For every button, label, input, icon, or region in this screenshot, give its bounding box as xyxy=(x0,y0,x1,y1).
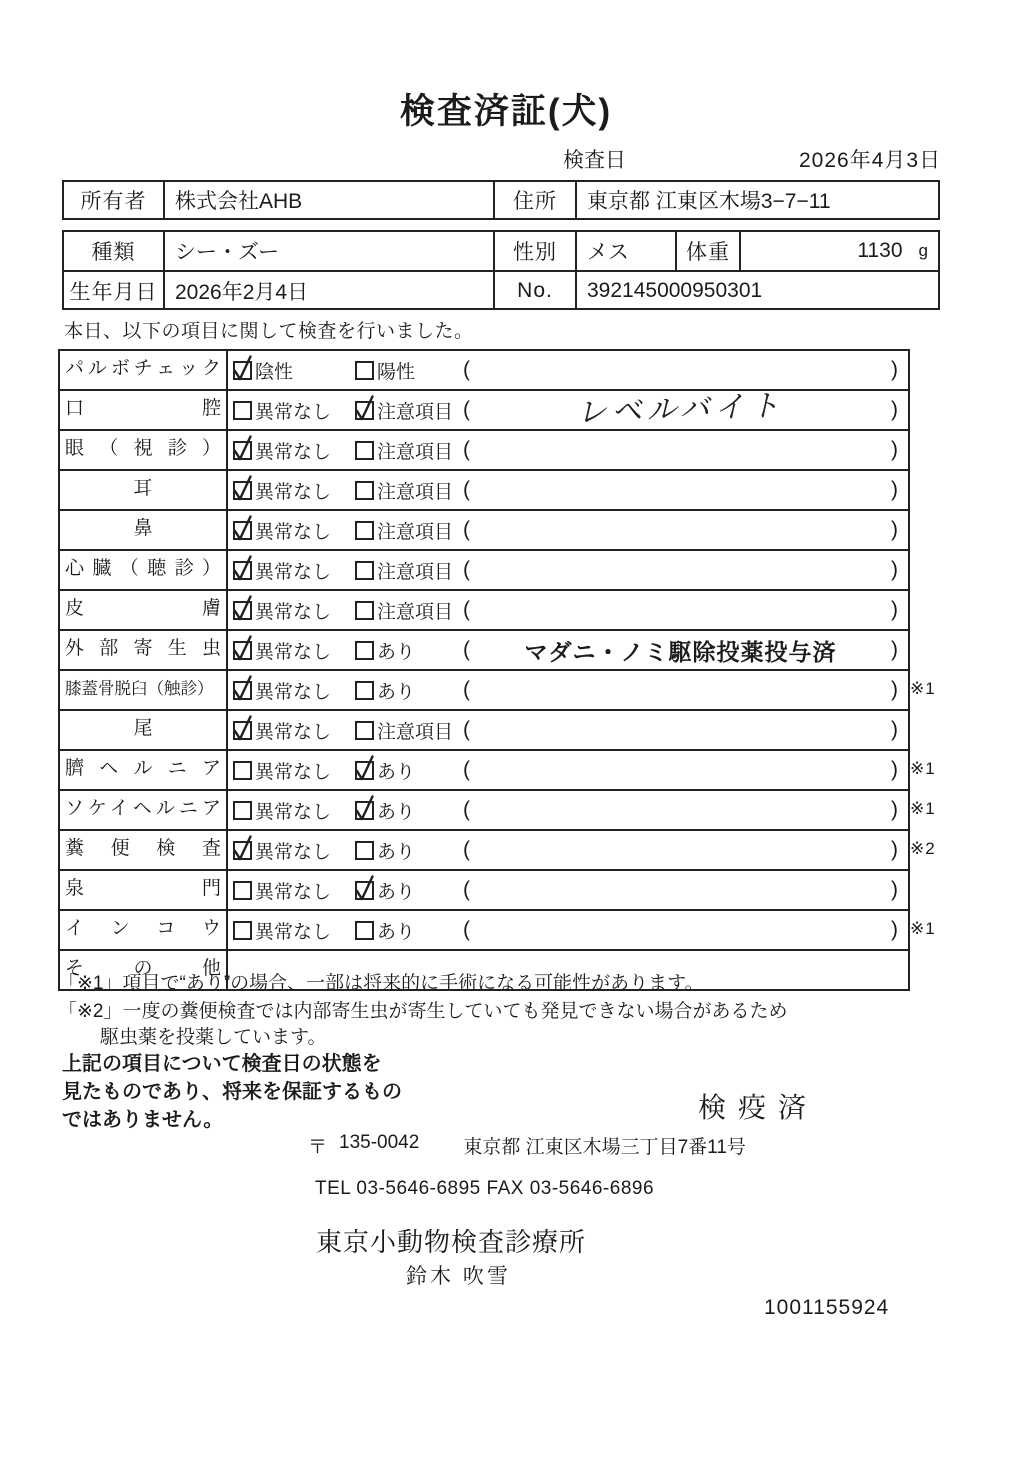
species-label: 種類 xyxy=(64,232,165,270)
option-label: 異常なし xyxy=(255,481,332,503)
remarks-field xyxy=(461,634,908,667)
footnote-mark: ※2 xyxy=(910,839,936,858)
checkbox-icon xyxy=(355,561,374,580)
paren-close: ) xyxy=(891,918,898,941)
option-normal xyxy=(233,517,355,544)
remarks-field xyxy=(461,838,908,862)
option-normal xyxy=(233,917,355,944)
intro-sentence: 本日、以下の項目に関して検査を行いました。 xyxy=(64,321,474,342)
checkbox-icon xyxy=(233,641,252,660)
weight-label: 体重 xyxy=(677,232,741,270)
option-normal xyxy=(233,597,355,624)
remarks-field xyxy=(461,598,908,622)
checkbox-icon xyxy=(233,721,252,740)
check-mark-icon xyxy=(232,834,253,864)
option-label: あり xyxy=(377,681,416,703)
option-normal xyxy=(233,477,355,504)
option-label: 異常なし xyxy=(255,881,332,903)
clinic-postal-line xyxy=(308,1132,746,1159)
option-present xyxy=(355,837,461,864)
option-label: 異常なし xyxy=(255,681,332,703)
check-mark-icon xyxy=(232,434,253,464)
remarks-field xyxy=(461,558,908,582)
checkbox-icon xyxy=(355,481,374,500)
checkbox-icon xyxy=(355,881,374,900)
remarks-text: マダニ・ノミ駆除投薬投与済 xyxy=(524,638,837,665)
paren-close: ) xyxy=(891,598,898,621)
weight-value-cell xyxy=(741,232,938,270)
exam-item-label: 外部寄生虫 xyxy=(60,631,228,669)
veterinarian-name: 鈴木 吹雪 xyxy=(406,1265,511,1288)
option-label: 異常なし xyxy=(255,721,332,743)
disclaimer-line3: ではありません。 xyxy=(62,1109,224,1131)
checkbox-icon xyxy=(355,401,374,420)
option-present xyxy=(355,757,461,784)
option-normal xyxy=(233,677,355,704)
check-mark-icon xyxy=(232,474,253,504)
exam-date-label: 検査日 xyxy=(563,149,626,172)
option-label: あり xyxy=(377,841,416,863)
paren-close: ) xyxy=(891,678,898,701)
option-label: 異常なし xyxy=(255,601,332,623)
remarks-field xyxy=(461,389,908,430)
remarks-field xyxy=(461,798,908,822)
option-normal xyxy=(233,637,355,664)
weight-unit: g xyxy=(918,241,928,260)
option-label: 注意項目 xyxy=(377,561,454,583)
paren-close: ) xyxy=(891,718,898,741)
checkbox-icon xyxy=(355,921,374,940)
paren-open: ( xyxy=(463,358,470,381)
paren-close: ) xyxy=(891,558,898,581)
exam-item-label: インコウ xyxy=(60,911,228,949)
option-caution xyxy=(355,437,461,464)
checkbox-icon xyxy=(233,761,252,780)
checkbox-icon xyxy=(233,801,252,820)
option-normal xyxy=(233,437,355,464)
check-mark-icon xyxy=(354,794,375,824)
sex-label: 性別 xyxy=(495,232,577,270)
clinic-address: 東京都 江東区木場三丁目7番11号 xyxy=(463,1137,746,1158)
option-label: 注意項目 xyxy=(377,401,454,423)
check-mark-icon xyxy=(232,634,253,664)
option-present xyxy=(355,637,461,664)
disclaimer-text xyxy=(62,1050,402,1134)
exam-item-label: 泉門 xyxy=(60,871,228,909)
paren-close: ) xyxy=(891,758,898,781)
checkbox-icon xyxy=(233,601,252,620)
paren-close: ) xyxy=(891,358,898,381)
exam-item-label: 糞便検査 xyxy=(60,831,228,869)
option-present xyxy=(355,797,461,824)
check-mark-icon xyxy=(232,674,253,704)
checkbox-icon xyxy=(355,681,374,700)
option-label: あり xyxy=(377,641,416,663)
exam-row-ears xyxy=(60,471,908,511)
check-mark-icon xyxy=(354,874,375,904)
option-label: 異常なし xyxy=(255,441,332,463)
checkbox-icon xyxy=(355,761,374,780)
checkbox-icon xyxy=(233,401,252,420)
disclaimer-line1: 上記の項目について検査日の状態を xyxy=(62,1053,382,1075)
animal-info-table xyxy=(62,230,940,310)
exam-row-inguinal-hernia xyxy=(60,791,936,831)
checkbox-icon xyxy=(355,721,374,740)
option-normal xyxy=(233,797,355,824)
exam-item-label: 尾 xyxy=(60,711,228,749)
option-positive xyxy=(355,357,461,384)
exam-item-label: 耳 xyxy=(60,471,228,509)
footnote-mark: ※1 xyxy=(910,679,936,698)
owner-label: 所有者 xyxy=(64,182,165,218)
paren-open: ( xyxy=(463,838,470,861)
paren-close: ) xyxy=(891,798,898,821)
disclaimer-line2: 見たものであり、将来を保証するもの xyxy=(62,1081,402,1103)
option-label: あり xyxy=(377,921,416,943)
owner-table xyxy=(62,180,940,220)
option-caution xyxy=(355,397,461,424)
checkbox-icon xyxy=(233,681,252,700)
footnote-1: 「※1」項目で“あり”の場合、一部は将来的に手術になる可能性があります。 xyxy=(58,973,704,994)
checkbox-icon xyxy=(355,841,374,860)
checkbox-icon xyxy=(233,441,252,460)
option-label: あり xyxy=(377,761,416,783)
exam-row-external-parasites xyxy=(60,631,908,671)
sex-value: メス xyxy=(577,232,677,270)
option-label: 異常なし xyxy=(255,561,332,583)
option-normal xyxy=(233,877,355,904)
paren-close: ) xyxy=(891,638,898,661)
paren-open: ( xyxy=(463,438,470,461)
checkbox-icon xyxy=(233,481,252,500)
exam-row-skin xyxy=(60,591,908,631)
remarks-field xyxy=(461,478,908,502)
paren-open: ( xyxy=(463,678,470,701)
exam-item-label: 臍ヘルニア xyxy=(60,751,228,789)
option-label: あり xyxy=(377,881,416,903)
paren-close: ) xyxy=(891,878,898,901)
paren-open: ( xyxy=(463,478,470,501)
paren-open: ( xyxy=(463,758,470,781)
checkbox-icon xyxy=(233,561,252,580)
exam-row-fontanelle xyxy=(60,871,908,911)
species-value: シー・ズー xyxy=(165,232,495,270)
exam-row-cryptorchidism xyxy=(60,911,936,951)
checkbox-icon xyxy=(233,361,252,380)
paren-open: ( xyxy=(463,918,470,941)
checkbox-icon xyxy=(355,521,374,540)
option-label: 注意項目 xyxy=(377,481,454,503)
id-number-value: 392145000950301 xyxy=(587,279,763,302)
check-mark-icon xyxy=(354,394,375,424)
checkbox-icon xyxy=(233,841,252,860)
paren-open: ( xyxy=(463,638,470,661)
option-label: 異常なし xyxy=(255,641,332,663)
option-present xyxy=(355,877,461,904)
paren-close: ) xyxy=(891,838,898,861)
footnote-mark: ※1 xyxy=(910,759,936,778)
exam-item-label: パルボチェック xyxy=(60,351,228,389)
paren-open: ( xyxy=(463,598,470,621)
exam-item-label: 口腔 xyxy=(60,391,228,429)
option-label: 注意項目 xyxy=(377,521,454,543)
footnote-mark: ※1 xyxy=(910,799,936,818)
exam-row-umbilical-hernia xyxy=(60,751,936,791)
check-mark-icon xyxy=(232,354,253,384)
option-label: 異常なし xyxy=(255,921,332,943)
option-label: 異常なし xyxy=(255,521,332,543)
footnote-2-line1: 「※2」一度の糞便検査では内部寄生虫が寄生していても発見できない場合があるため xyxy=(58,1001,788,1022)
exam-row-fecal-test xyxy=(60,831,936,871)
option-label: 注意項目 xyxy=(377,441,454,463)
exam-item-label: 膝蓋骨脱臼（触診） xyxy=(60,671,228,709)
option-present xyxy=(355,677,461,704)
option-label: 陰性 xyxy=(255,361,294,383)
checkbox-icon xyxy=(355,361,374,380)
option-caution xyxy=(355,517,461,544)
footnote-mark: ※1 xyxy=(910,919,936,938)
exam-row-eyes xyxy=(60,431,908,471)
check-mark-icon xyxy=(232,594,253,624)
option-normal xyxy=(233,757,355,784)
birthdate-value: 2026年2月4日 xyxy=(165,272,495,310)
paren-open: ( xyxy=(463,878,470,901)
postal-code: 135-0042 xyxy=(339,1132,420,1153)
option-present xyxy=(355,917,461,944)
clinic-name: 東京小動物検査診療所 xyxy=(316,1227,587,1257)
exam-row-tail xyxy=(60,711,908,751)
exam-row-patella xyxy=(60,671,936,711)
option-label: 注意項目 xyxy=(377,601,454,623)
paren-open: ( xyxy=(463,798,470,821)
page-title: 検査済証(犬) xyxy=(399,92,613,131)
option-label: 異常なし xyxy=(255,401,332,423)
paren-close: ) xyxy=(891,478,898,501)
serial-number: 1001155924 xyxy=(764,1296,890,1319)
checkbox-icon xyxy=(355,641,374,660)
option-caution xyxy=(355,597,461,624)
id-number-label: No. xyxy=(495,272,577,310)
checkbox-icon xyxy=(233,521,252,540)
exam-item-label: その他 xyxy=(60,951,228,989)
handwritten-remark: レベルバイト xyxy=(576,389,785,430)
option-caution xyxy=(355,717,461,744)
option-label: 異常なし xyxy=(255,841,332,863)
exam-row-parvo xyxy=(60,351,908,391)
weight-value: 1130 xyxy=(857,239,903,262)
quarantine-stamp: 検疫済 xyxy=(698,1092,819,1123)
exam-item-label: 皮膚 xyxy=(60,591,228,629)
option-caution xyxy=(355,477,461,504)
paren-close: ) xyxy=(891,518,898,541)
exam-row-oral xyxy=(60,391,908,431)
exam-date-value: 2026年4月3日 xyxy=(799,149,942,172)
owner-value: 株式会社AHB xyxy=(165,182,495,218)
paren-open: ( xyxy=(463,718,470,741)
check-mark-icon xyxy=(354,754,375,784)
clinic-tel-fax: TEL 03-5646-6895 FAX 03-5646-6896 xyxy=(315,1178,655,1199)
checkbox-icon xyxy=(355,801,374,820)
checkbox-icon xyxy=(355,601,374,620)
exam-item-label: 心臓（聴診） xyxy=(60,551,228,589)
option-normal xyxy=(233,397,355,424)
exam-item-label: 眼（視診） xyxy=(60,431,228,469)
checkbox-icon xyxy=(355,441,374,460)
owner-address-label: 住所 xyxy=(495,182,577,218)
option-label: 異常なし xyxy=(255,761,332,783)
remarks-field xyxy=(461,678,908,702)
checkbox-icon xyxy=(233,881,252,900)
option-normal xyxy=(233,557,355,584)
option-label: あり xyxy=(377,801,416,823)
birthdate-label: 生年月日 xyxy=(64,272,165,310)
footnote-2-line2: 駆虫薬を投薬しています。 xyxy=(100,1027,327,1048)
option-label: 異常なし xyxy=(255,801,332,823)
remarks-field xyxy=(461,758,908,782)
exam-results-table xyxy=(58,349,936,991)
paren-close: ) xyxy=(891,398,898,421)
paren-open: ( xyxy=(463,518,470,541)
option-label: 陽性 xyxy=(377,361,416,383)
paren-open: ( xyxy=(463,398,470,421)
remarks-field xyxy=(461,918,908,942)
exam-row-nose xyxy=(60,511,908,551)
option-label: 注意項目 xyxy=(377,721,454,743)
paren-close: ) xyxy=(891,438,898,461)
option-normal xyxy=(233,717,355,744)
exam-item-label: ソケイヘルニア xyxy=(60,791,228,829)
remarks-field xyxy=(461,518,908,542)
remarks-field xyxy=(461,878,908,902)
exam-item-label: 鼻 xyxy=(60,511,228,549)
checkbox-icon xyxy=(233,921,252,940)
owner-address-value: 東京都 江東区木場3−7−11 xyxy=(587,190,831,213)
postal-mark-icon: 〒 xyxy=(308,1137,328,1158)
paren-open: ( xyxy=(463,558,470,581)
remarks-field xyxy=(461,438,908,462)
option-normal xyxy=(233,837,355,864)
check-mark-icon xyxy=(232,554,253,584)
option-caution xyxy=(355,557,461,584)
check-mark-icon xyxy=(232,714,253,744)
exam-row-heart xyxy=(60,551,908,591)
remarks-field xyxy=(461,358,908,382)
option-negative xyxy=(233,357,355,384)
remarks-field xyxy=(461,718,908,742)
check-mark-icon xyxy=(232,514,253,544)
